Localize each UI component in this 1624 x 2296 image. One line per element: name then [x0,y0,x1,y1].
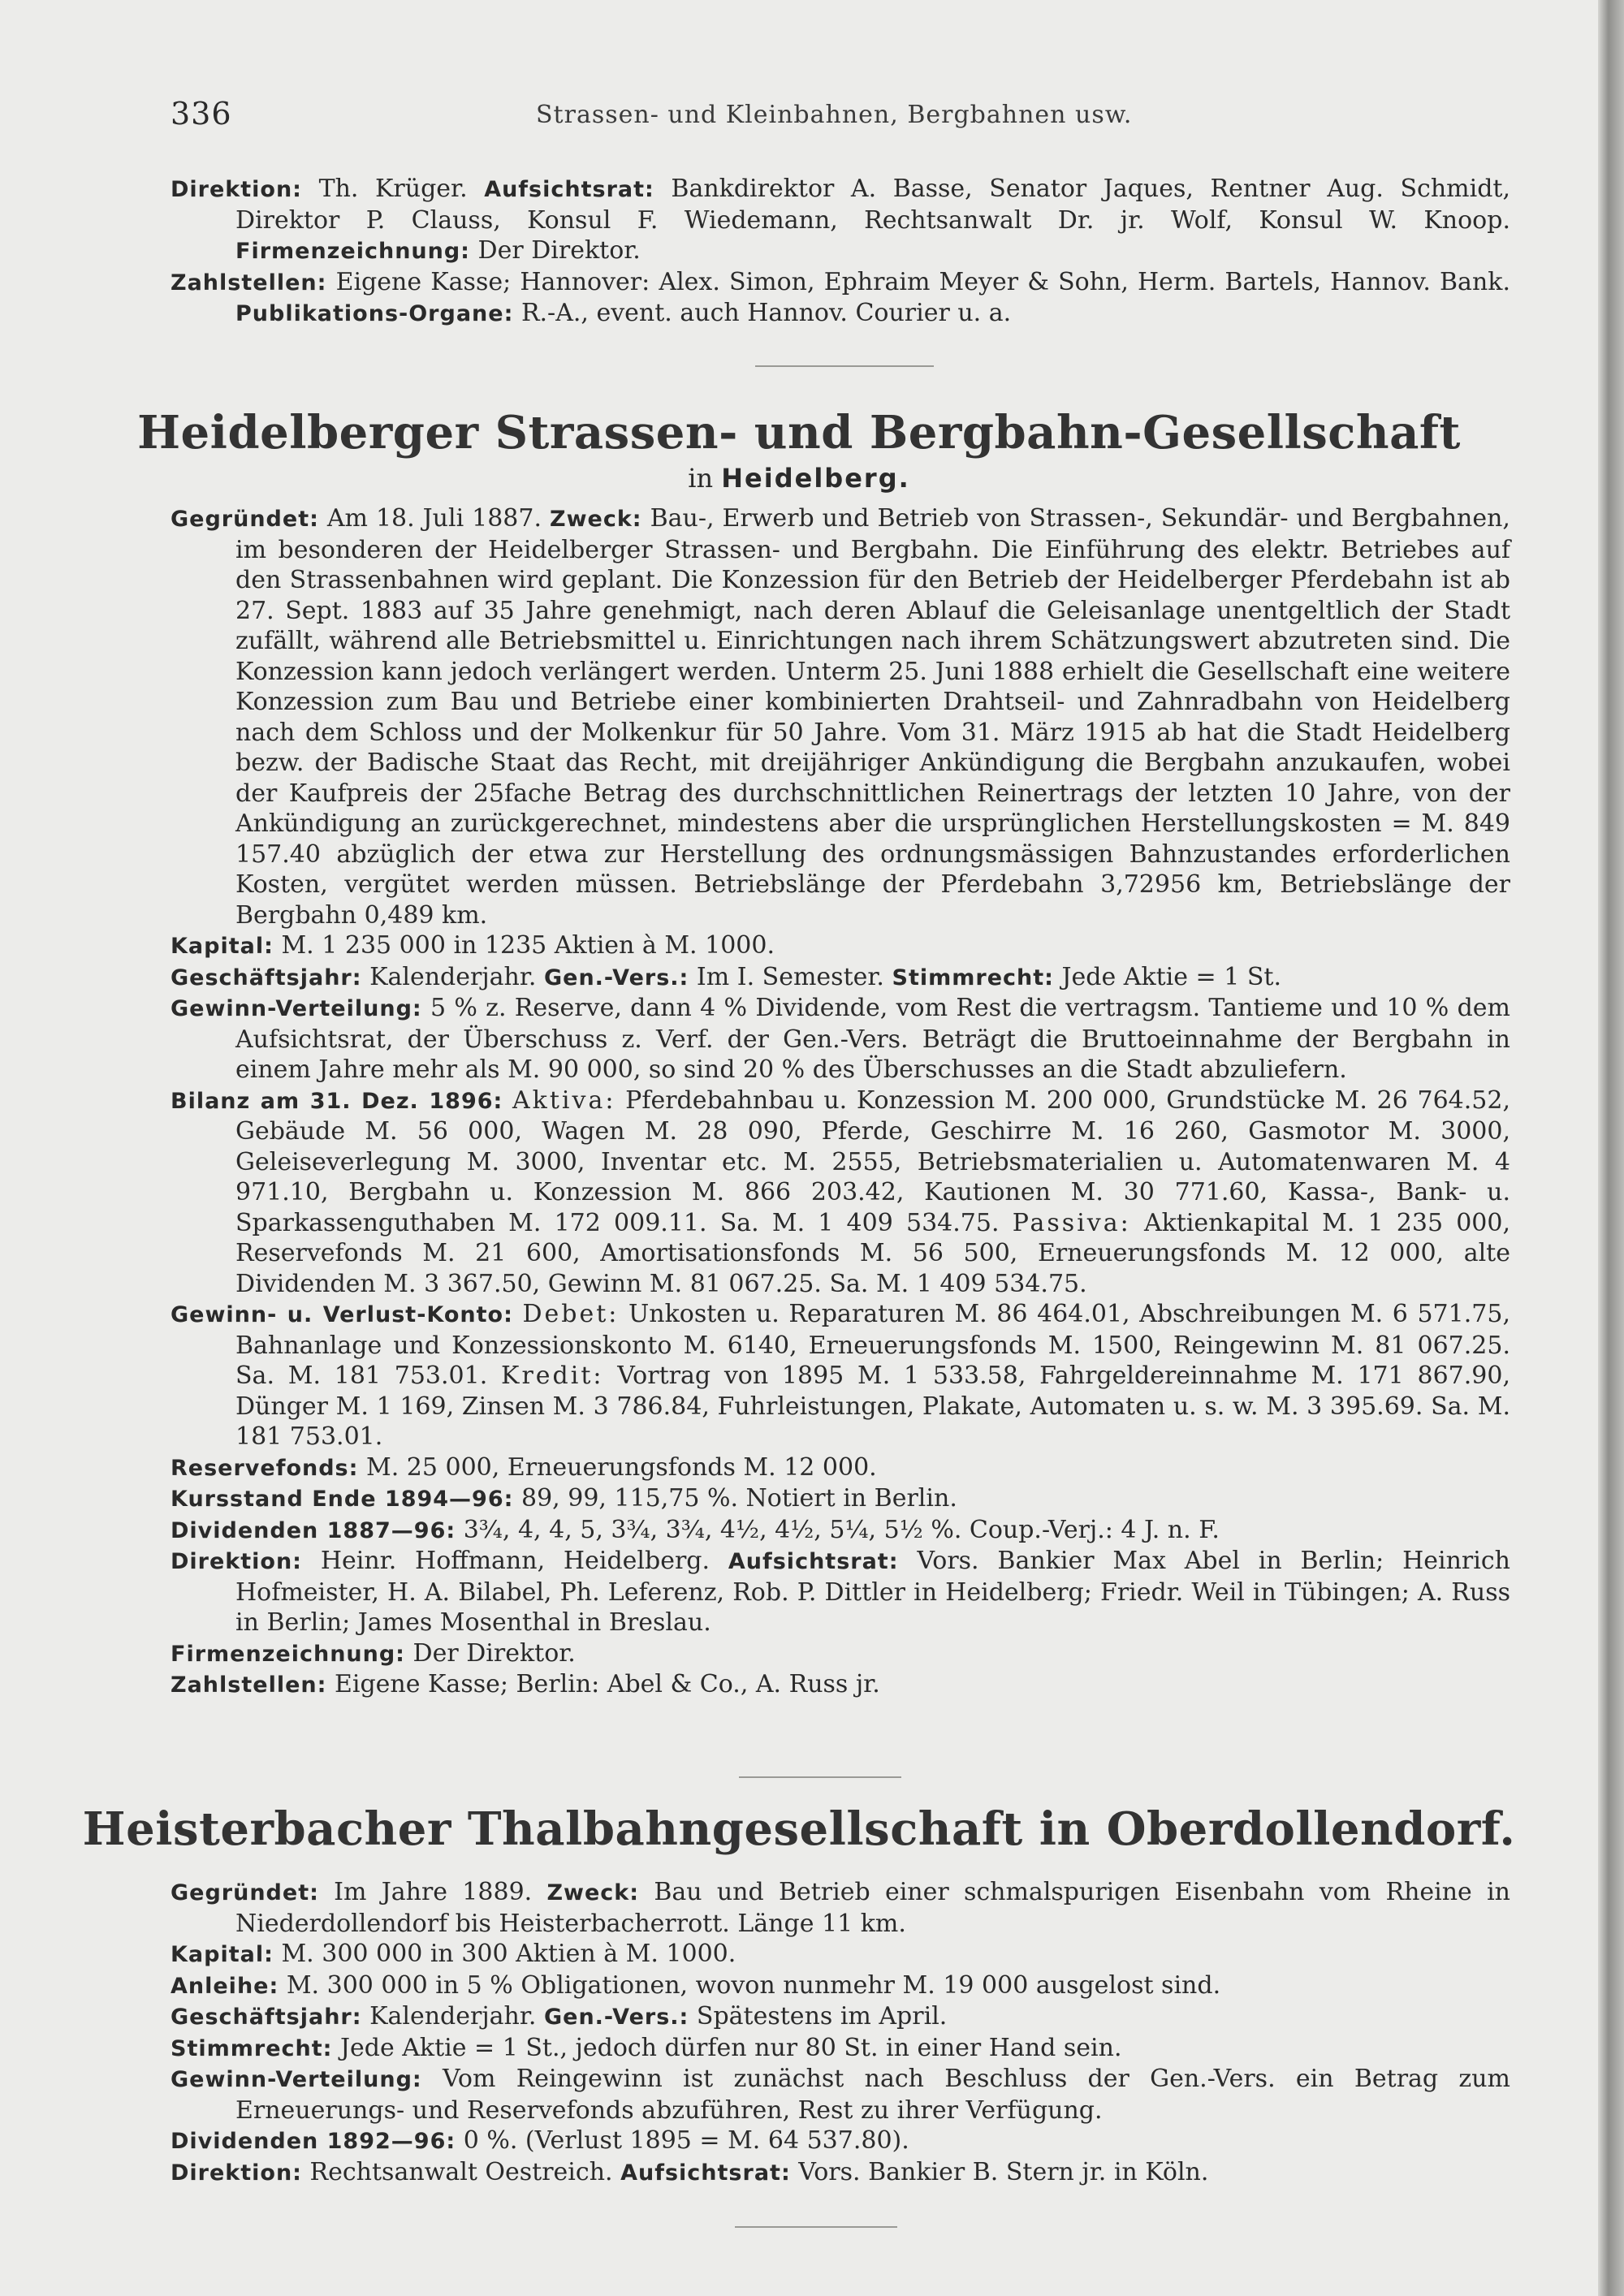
company-title-heidelberg: Heidelberger Strassen- und Bergbahn-Gesellschaft [137,406,1461,460]
separator-line [755,365,934,367]
heidelberg-gegruendet-paragraph: Gegründet: Am 18. Juli 1887. Zweck: Bau-, Erwerb und Betrieb von Strassen-, Sekundär- und Bergbahnen, im besonderen der Heidelberger Strassen- und Bergbahn. Die Einführung des elektr. Betriebes auf den Strassenbahnen wird geplant. Die Konzession für den Betrieb der Heidelberger Pferdebahn ist ab 27. Sept. 1883 auf 35 Jahre genehmigt, nach deren Ablauf die Geleisanlage unentgeltlich der Stadt zufällt, während alle Betriebsmittel u. Einrichtungen nach ihrem Schätzungswert abzutreten sind. Die Konzession kann jedoch verlängert werden. Unterm 25. Juni 1888 erhielt die Gesellschaft eine weitere Konzession zum Bau und Betriebe einer kombinierten Drahtseil- und Zahnradbahn von Heidelberg nach dem Schloss und der Molkenkur für 50 Jahre. Vom 31. März 1915 ab hat die Stadt Heidelberg bezw. der Badische Staat das Recht, mit dreijähriger Ankündigung die Bergbahn anzukaufen, wobei der Kaufpreis der 25fache Betrag des durchschnittlichen Reinertrags der letzten 10 Jahre, von der Ankündigung an zurückgerechnet, mindestens aber die ursprünglichen Herstellungskosten = M. 849 157.40 abzüglich der etwa zur Herstellung des ordnungsmässigen Bahnzustandes erforderlichen Kosten, vergütet werden müssen. Betriebslänge der Pferdebahn 3,72956 km, Betriebslänge der Bergbahn 0,489 km. [171,504,1510,930]
prev-zahlstellen-paragraph: Zahlstellen: Eigene Kasse; Hannover: Alex. Simon, Ephraim Meyer & Sohn, Herm. Bartels, Hannov. Bank. Publikations-Organe: R.-A., event. auch Hannov. Courier u. a. [171,267,1510,327]
prev-company-section [171,174,1510,330]
separator-line [735,2226,897,2228]
heidelberg-guv-paragraph: Gewinn- u. Verlust-Konto: Debet: Unkosten u. Reparaturen M. 86 464.01, Abschreibungen M. 6 571.75, Bahnanlage und Konzessionskonto M. 6140, Erneuerungsfonds M. 1500, Reingewinn M. 81 067.25. Sa. M. 181 753.01. Kredit: Vortrag von 1895 M. 1 533.58, Fahrgeldereinnahme M. 171 867.90, Dünger M. 1 169, Zinsen M. 3 786.84, Fuhrleistungen, Plakate, Automaten u. s. w. M. 3 395.69. Sa. M. 181 753.01. [171,1300,1510,1451]
heisterbach-section [171,1877,1510,2188]
heidelberg-dividenden-paragraph: Dividenden 1887—96: 3¾, 4, 4, 5, 3¾, 3¾, 4½, 4½, 5¼, 5½ %. Coup.-Verj.: 4 J. n. F. [171,1515,1220,1544]
heidelberg-kurs-paragraph: Kursstand Ende 1894—96: 89, 99, 115,75 %. Notiert in Berlin. [171,1484,957,1513]
heisterbach-kapital-paragraph: Kapital: M. 300 000 in 300 Aktien à M. 1000. [171,1940,736,1968]
page-number: 336 [171,96,232,132]
company-title-heisterbach: Heisterbacher Thalbahngesellschaft in Oberdollendorf. [82,1802,1516,1856]
heidelberg-zahlstellen-paragraph: Zahlstellen: Eigene Kasse; Berlin: Abel & Co., A. Russ jr. [171,1670,880,1698]
heisterbach-stimmrecht-paragraph: Stimmrecht: Jede Aktie = 1 St., jedoch dürfen nur 80 St. in einer Hand sein. [171,2033,1122,2062]
heidelberg-firmenzeichnung-paragraph: Firmenzeichnung: Der Direktor. [171,1638,576,1668]
heisterbach-geschaeftsjahr-paragraph: Geschäftsjahr: Kalenderjahr. Gen.-Vers.: Spätestens im April. [171,2002,948,2031]
prev-direktion-paragraph: Direktion: Th. Krüger. Aufsichtsrat: Bankdirektor A. Basse, Senator Jaques, Rentner Aug. Schmidt, Direktor P. Clauss, Konsul F. Wiedemann, Rechtsanwalt Dr. jr. Wolf, Konsul W. Knoop. Firmenzeichnung: Der Direktor. [171,175,1510,265]
running-title: Strassen- und Kleinbahnen, Bergbahnen usw. [536,101,1133,129]
page-edge-shadow [1598,0,1624,2296]
heidelberg-direktion-paragraph: Direktion: Heinr. Hoffmann, Heidelberg. Aufsichtsrat: Vors. Bankier Max Abel in Berlin; Heinrich Hofmeister, H. A. Bilabel, Ph. Leferenz, Rob. P. Dittler in Heidelberg; Friedr. Weil in Tübingen; A. Russ in Berlin; James Mosenthal in Breslau. [171,1547,1510,1637]
company-location-heidelberg: in Heidelberg. [688,463,910,494]
heidelberg-bilanz-paragraph: Bilanz am 31. Dez. 1896: Aktiva: Pferdebahnbau u. Konzession M. 200 000, Grundstücke M. 26 764.52, Gebäude M. 56 000, Wagen M. 28 090, Pferde, Geschirre M. 16 260, Gasmotor M. 3000, Geleiseverlegung M. 3000, Inventar etc. M. 2555, Betriebsmaterialien u. Automatenwaren M. 4 971.10, Bergbahn u. Konzession M. 866 203.42, Kautionen M. 30 771.60, Kassa-, Bank- u. Sparkassenguthaben M. 172 009.11. Sa. M. 1 409 534.75. Passiva: Aktienkapital M. 1 235 000, Reservefonds M. 21 600, Amortisationsfonds M. 56 500, Erneuerungsfonds M. 12 000, alte Dividenden M. 3 367.50, Gewinn M. 81 067.25. Sa. M. 1 409 534.75. [171,1085,1511,1298]
heisterbach-gewinn-paragraph: Gewinn-Verteilung: Vom Reingewinn ist zunächst nach Beschluss der Gen.-Vers. ein Betrag zum Erneuerungs- und Reservefonds abzuführen, Rest zu ihrer Verfügung. [171,2065,1510,2125]
heisterbach-gegruendet-paragraph: Gegründet: Im Jahre 1889. Zweck: Bau und Betrieb einer schmalspurigen Eisenbahn vom Rheine in Niederdollendorf bis Heisterbacherrott. Länge 11 km. [171,1878,1510,1938]
heidelberg-reserve-paragraph: Reservefonds: M. 25 000, Erneuerungsfonds M. 12 000. [171,1452,877,1482]
heidelberg-gewinn-paragraph: Gewinn-Verteilung: 5 % z. Reserve, dann 4 % Dividende, vom Rest die vertragsm. Tantieme und 10 % dem Aufsichtsrat, der Überschuss z. Verf. der Gen.-Vers. Beträgt die Bruttoeinnahme der Bergbahn in einem Jahre mehr als M. 90 000, so sind 20 % des Überschusses an die Stadt abzuliefern. [171,994,1510,1084]
heidelberg-section [171,503,1510,1701]
heidelberg-geschaeftsjahr-paragraph: Geschäftsjahr: Kalenderjahr. Gen.-Vers.: Im I. Semester. Stimmrecht: Jede Aktie = 1 St. [171,962,1281,991]
heisterbach-dividenden-paragraph: Dividenden 1892—96: 0 %. (Verlust 1895 = M. 64 537.80). [171,2126,909,2155]
heisterbach-direktion-paragraph: Direktion: Rechtsanwalt Oestreich. Aufsichtsrat: Vors. Bankier B. Stern jr. in Köln. [171,2157,1209,2186]
page-header [171,96,1502,136]
heisterbach-anleihe-paragraph: Anleihe: M. 300 000 in 5 % Obligationen, wovon nunmehr M. 19 000 ausgelost sind. [171,1970,1221,2000]
heidelberg-kapital-paragraph: Kapital: M. 1 235 000 in 1235 Aktien à M. 1000. [171,931,775,960]
separator-line [739,1776,901,1778]
